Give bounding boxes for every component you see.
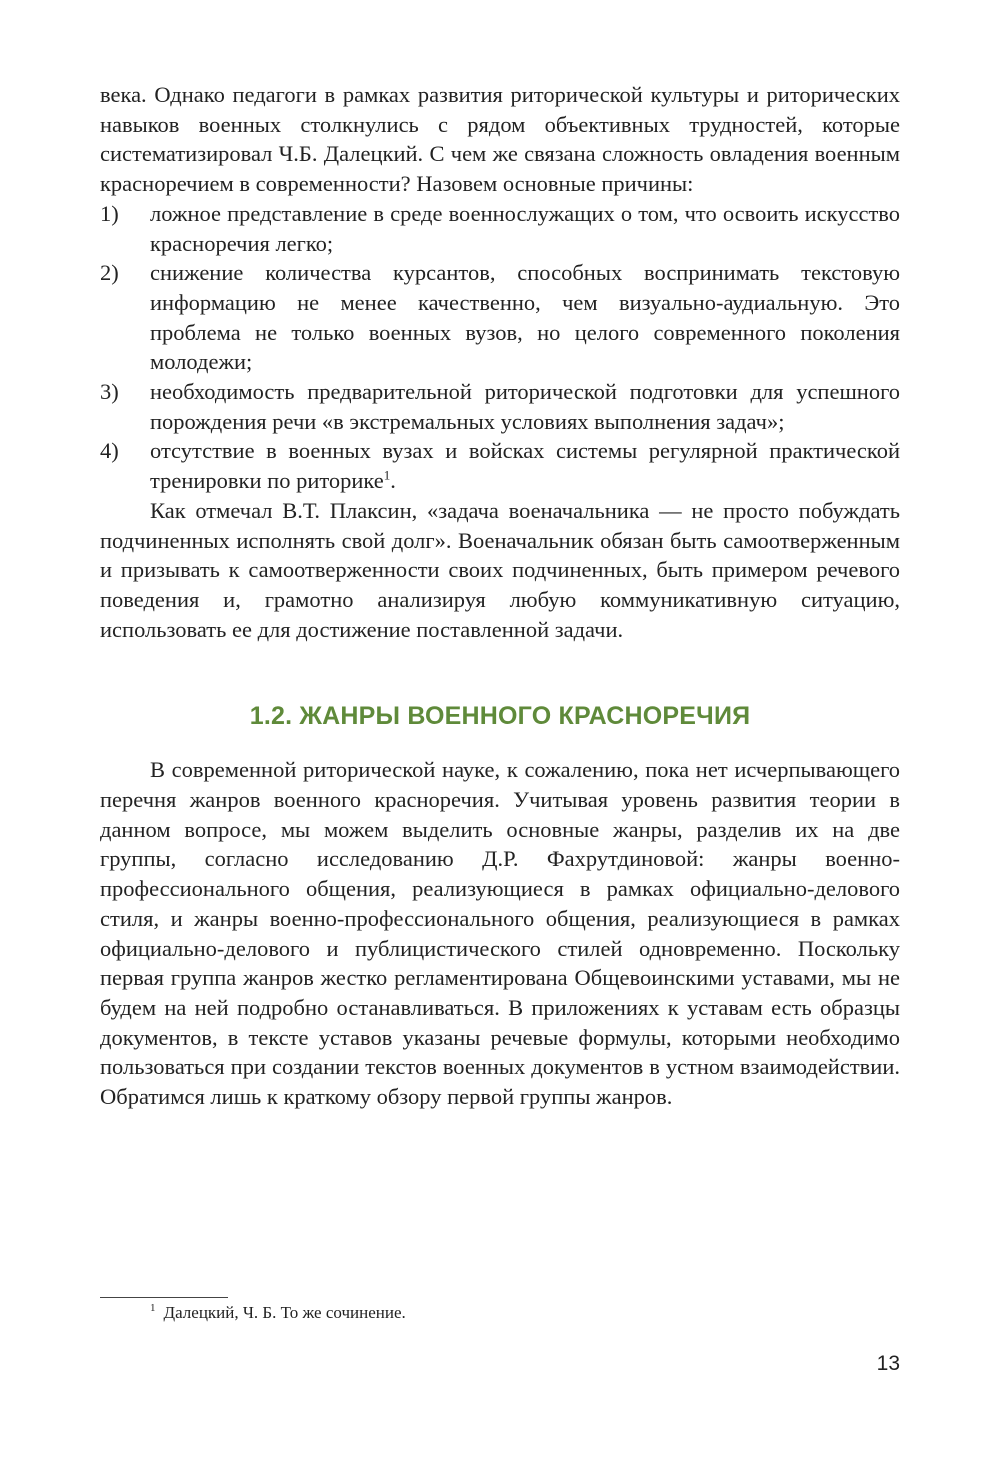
list-item-text: ложное представление в среде военнослужащих о том, что освоить искусство красноречия легко; bbox=[150, 200, 900, 256]
list-item bbox=[100, 258, 900, 377]
footnote-divider bbox=[100, 1297, 228, 1298]
reasons-list bbox=[100, 199, 900, 496]
list-item-number: 2) bbox=[100, 260, 119, 286]
section-heading: 1.2. ЖАНРЫ ВОЕННОГО КРАСНОРЕЧИЯ bbox=[249, 702, 751, 731]
list-item-text-wrapper bbox=[150, 436, 900, 495]
quote-paragraph: Как отмечал В.Т. Плаксин, «задача военачальника — не просто побуждать подчиненных исполнять свой долг». Военачальник обязан быть самоотверженным и призывать к самоотверженности своих подчиненных, быть примером речевого поведения и, грамотно анализируя любую коммуникативную ситуацию, использовать ее для достижение поставленной задачи. bbox=[100, 497, 900, 642]
list-item-text: отсутствие в военных вузах и войсках системы регулярной практической тренировки по риторике bbox=[150, 438, 900, 494]
intro-paragraph: века. Однако педагоги в рамках развития риторической культуры и риторических навыков военных столкнулись с рядом объективных трудностей, которые систематизировал Ч.Б. Далецкий. С чем же связана сложность овладения военным красноречием в современности? Назовем основные причины: bbox=[100, 82, 900, 197]
list-item-text: необходимость предварительной риторической подготовки для успешного порождения речи «в экстремальных условиях выполнения задач»; bbox=[150, 379, 900, 434]
list-item-number: 4) bbox=[100, 438, 119, 464]
footnote bbox=[150, 1302, 890, 1324]
page-body bbox=[100, 80, 900, 1112]
page-number: 13 bbox=[876, 1352, 900, 1375]
list-item bbox=[100, 377, 900, 436]
list-item-text: снижение количества курсантов, способных воспринимать текстовую информацию не менее качественно, чем визуально-аудиальную. Это проблема не только военных вузов, но целого современного поколения молодежи; bbox=[150, 260, 900, 375]
footnote-marker: 1 bbox=[150, 1302, 156, 1315]
footnote-text: Далецкий, Ч. Б. То же сочинение. bbox=[163, 1303, 406, 1322]
section-paragraph: В современной риторической науке, к сожалению, пока нет исчерпывающего перечня жанров военного красноречия. Учитывая уровень развития теории в данном вопросе, мы можем выделить основные жанры, разделив их на две группы, согласно исследованию Д.Р. Фахрутдиновой: жанры военно-профессионального общения, реализующиеся в рамках официально-делового стиля, и жанры военно-профессионального общения, реализующиеся в рамках официально-делового и публицистического стилей одновременно. Поскольку первая группа жанров жестко регламентирована Общевоинскими уставами, мы не будем на ней подробно останавливаться. В приложениях к уставам есть образцы документов, в тексте уставов указаны речевые формулы, которыми необходимо пользоваться при создании текстов военных документов в устном взаимодействии. Обратимся лишь к краткому обзору первой группы жанров. bbox=[100, 757, 900, 1110]
list-item bbox=[100, 436, 900, 495]
list-item bbox=[100, 199, 900, 258]
list-item-number: 3) bbox=[100, 379, 119, 405]
list-item-number: 1) bbox=[100, 200, 119, 226]
footnote-reference[interactable]: 1 bbox=[383, 467, 391, 483]
list-item-tail: . bbox=[390, 468, 396, 494]
